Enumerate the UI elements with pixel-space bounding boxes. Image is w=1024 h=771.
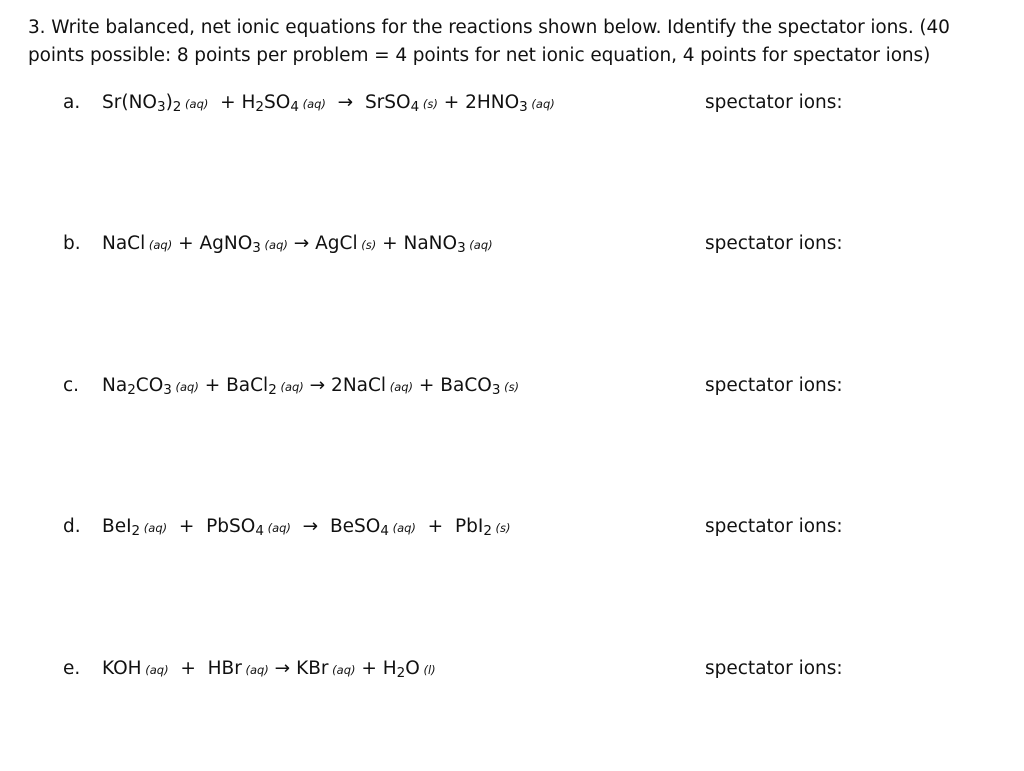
state-symbol: (aq) bbox=[386, 380, 414, 394]
problem-a bbox=[0, 92, 1024, 122]
subscript: 4 bbox=[255, 523, 264, 539]
equation bbox=[102, 375, 519, 398]
problem-letter: c. bbox=[63, 375, 80, 396]
state-symbol: (aq) bbox=[328, 663, 356, 677]
formula-text: + H bbox=[208, 92, 256, 113]
problem-letter: a. bbox=[63, 92, 81, 113]
state-symbol: (aq) bbox=[145, 238, 173, 252]
reaction-arrow: → bbox=[325, 92, 365, 113]
problem-e bbox=[0, 658, 1024, 688]
equation bbox=[102, 658, 436, 681]
subscript: 3 bbox=[519, 99, 528, 115]
problem-letter: d. bbox=[63, 516, 81, 537]
state-symbol: (l) bbox=[419, 663, 436, 677]
formula-text: Sr(NO bbox=[102, 92, 157, 113]
subscript: 2 bbox=[131, 523, 141, 539]
subscript: 3 bbox=[457, 240, 466, 256]
formula-text: BeI bbox=[102, 516, 132, 537]
formula-text: + 2HNO bbox=[437, 92, 520, 113]
problem-letter: b. bbox=[63, 233, 81, 254]
subscript: 3 bbox=[252, 240, 261, 256]
formula-text: 2NaCl bbox=[331, 375, 387, 396]
subscript: 2 bbox=[127, 382, 136, 398]
spectator-ions-label: spectator ions: bbox=[705, 516, 843, 537]
spectator-ions-label: spectator ions: bbox=[705, 233, 843, 254]
reaction-arrow: → bbox=[287, 233, 316, 254]
subscript: 4 bbox=[410, 99, 420, 115]
formula-text: CO bbox=[135, 375, 164, 396]
reaction-arrow: → bbox=[303, 375, 332, 396]
formula-text: + BaCl bbox=[198, 375, 269, 396]
formula-text: + AgNO bbox=[172, 233, 253, 254]
spectator-ions-label: spectator ions: bbox=[705, 92, 843, 113]
problem-d bbox=[0, 516, 1024, 546]
subscript: 2 bbox=[255, 99, 265, 115]
formula-text: + NaNO bbox=[376, 233, 458, 254]
state-symbol: (aq) bbox=[260, 238, 288, 252]
problem-letter: e. bbox=[63, 658, 81, 679]
spectator-ions-label: spectator ions: bbox=[705, 375, 843, 396]
state-symbol: (aq) bbox=[263, 521, 291, 535]
subscript: 4 bbox=[380, 523, 389, 539]
state-symbol: (aq) bbox=[276, 380, 304, 394]
state-symbol: (s) bbox=[357, 238, 377, 252]
formula-text: AgCl bbox=[315, 233, 358, 254]
formula-text: + H bbox=[355, 658, 397, 679]
formula-text: KBr bbox=[296, 658, 329, 679]
subscript: 4 bbox=[290, 99, 299, 115]
state-symbol: (aq) bbox=[241, 663, 269, 677]
formula-text: SO bbox=[264, 92, 291, 113]
state-symbol: (aq) bbox=[171, 380, 199, 394]
formula-text: KOH bbox=[102, 658, 142, 679]
reaction-arrow: → bbox=[290, 516, 330, 537]
state-symbol: (aq) bbox=[140, 521, 168, 535]
state-symbol: (aq) bbox=[527, 97, 555, 111]
formula-text: + HBr bbox=[168, 658, 242, 679]
subscript: 3 bbox=[156, 99, 166, 115]
state-symbol: (aq) bbox=[181, 97, 209, 111]
formula-text: BeSO bbox=[329, 516, 381, 537]
equation bbox=[102, 233, 493, 256]
problem-c bbox=[0, 375, 1024, 405]
formula-text: + PbSO bbox=[167, 516, 256, 537]
state-symbol: (s) bbox=[500, 380, 520, 394]
spectator-ions-label: spectator ions: bbox=[705, 658, 843, 679]
state-symbol: (aq) bbox=[298, 97, 326, 111]
formula-text: ) bbox=[165, 92, 173, 113]
state-symbol: (s) bbox=[491, 521, 511, 535]
formula-text: SrSO bbox=[364, 92, 411, 113]
subscript: 2 bbox=[396, 665, 406, 681]
subscript: 3 bbox=[163, 382, 172, 398]
problem-b bbox=[0, 233, 1024, 263]
formula-text: NaCl bbox=[102, 233, 146, 254]
state-symbol: (aq) bbox=[465, 238, 493, 252]
state-symbol: (aq) bbox=[388, 521, 416, 535]
subscript: 2 bbox=[172, 99, 182, 115]
state-symbol: (aq) bbox=[141, 663, 169, 677]
formula-text: O bbox=[405, 658, 420, 679]
equation bbox=[102, 516, 511, 539]
formula-text: + PbI bbox=[415, 516, 484, 537]
formula-text: Na bbox=[102, 375, 128, 396]
equation bbox=[102, 92, 555, 115]
reaction-arrow: → bbox=[268, 658, 297, 679]
instructions-text: 3. Write balanced, net ionic equations for the reactions shown below. Identify the spectator ions. (40 points possible: 8 points per problem = 4 points for net ionic equation, 4 points for spectator ions) bbox=[28, 17, 950, 66]
subscript: 3 bbox=[491, 382, 501, 398]
state-symbol: (s) bbox=[419, 97, 438, 111]
formula-text: + BaCO bbox=[413, 375, 492, 396]
subscript: 2 bbox=[268, 382, 277, 398]
subscript: 2 bbox=[483, 523, 492, 539]
